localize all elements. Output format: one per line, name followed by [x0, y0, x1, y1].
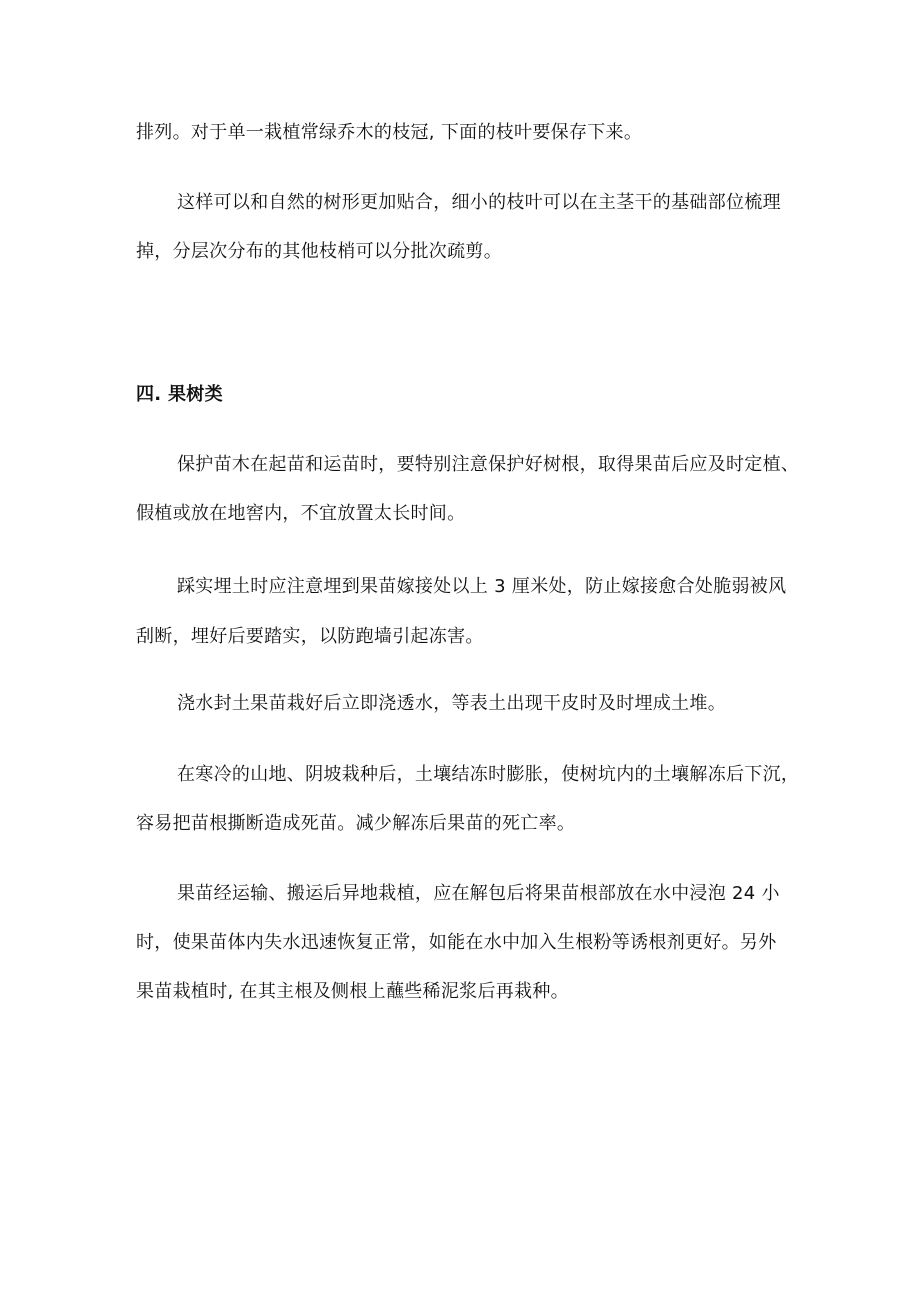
paragraph-transport-line-1: 果苗经运输、搬运后异地栽植，应在解包后将果苗根部放在水中浸泡 24 小: [177, 883, 780, 904]
paragraph-cold-line-1: 在寒冷的山地、阴坡栽种后，土壤结冻时膨胀，使树坑内的土壤解冻后下沉，: [177, 764, 800, 785]
paragraph-protect-line-1: 保护苗木在起苗和运苗时，要特别注意保护好树根，取得果苗后应及时定植、: [177, 454, 800, 475]
paragraph-cold-line-2: 容易把苗根撕断造成死苗。减少解冻后果苗的死亡率。: [136, 813, 576, 834]
paragraph-natural-shape-line-2: 掉，分层次分布的其他枝梢可以分批次疏剪。: [136, 241, 502, 262]
paragraph-transport-line-2: 时，使果苗体内失水迅速恢复正常，如能在水中加入生根粉等诱根剂更好。另外: [136, 932, 777, 953]
paragraph-transport-line-3: 果苗栽植时, 在其主根及侧根上蘸些稀泥浆后再栽种。: [136, 981, 569, 1002]
paragraph-protect-line-2: 假植或放在地窖内，不宜放置太长时间。: [136, 503, 466, 524]
paragraph-tread-line-2: 刮断，埋好后要踏实，以防跑墙引起冻害。: [136, 626, 484, 647]
section-heading: 四. 果树类: [136, 384, 223, 405]
paragraph-water-line-1: 浇水封土果苗栽好后立即浇透水，等表土出现干皮时及时埋成土堆。: [177, 693, 726, 714]
intro-continuation-text: 排列。对于单一栽植常绿乔木的枝冠, 下面的枝叶要保存下来。: [136, 122, 643, 143]
paragraph-natural-shape-line-1: 这样可以和自然的树形更加贴合，细小的枝叶可以在主茎干的基础部位梳理: [177, 192, 781, 213]
paragraph-tread-line-1: 踩实埋土时应注意埋到果苗嫁接处以上 3 厘米处，防止嫁接愈合处脆弱被风: [177, 576, 787, 597]
